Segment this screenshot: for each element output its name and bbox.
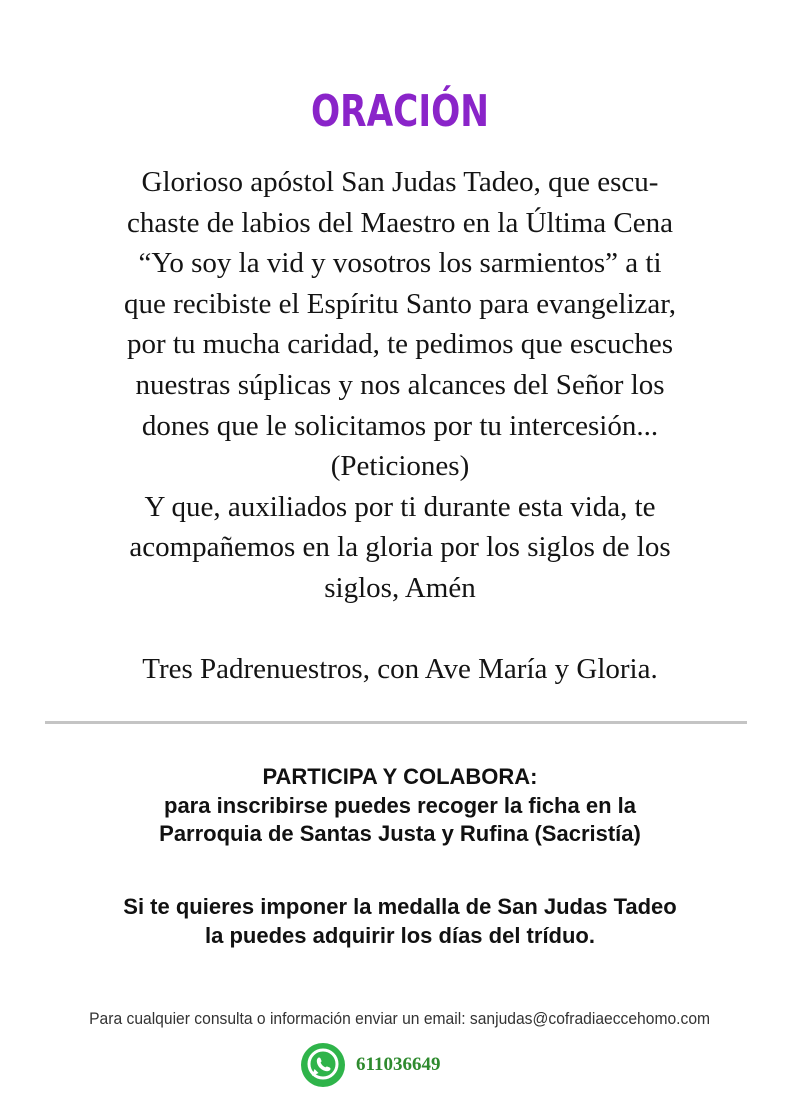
page-title: ORACIÓN	[310, 86, 490, 137]
prayer-line: que recibiste el Espíritu Santo para evangelizar,	[123, 287, 677, 320]
prayer-line: (Peticiones)	[330, 450, 470, 483]
participation-heading: PARTICIPA Y COLABORA:	[262, 764, 538, 789]
prayer-line: “Yo soy la vid y vosotros los sarmientos” a ti	[138, 247, 662, 280]
contact-email-text: Para cualquier consulta o información enviar un email: sanjudas@cofradiaeccehomo.com	[89, 1009, 711, 1028]
prayer-line: por tu mucha caridad, te pedimos que escuches	[127, 328, 673, 361]
prayer-line: chaste de labios del Maestro en la Última Cena	[127, 206, 673, 239]
whatsapp-icon[interactable]	[300, 1042, 346, 1088]
prayer-line: Glorioso apóstol San Judas Tadeo, que escu-	[141, 166, 659, 198]
medal-line: la puedes adquirir los días del tríduo.	[205, 922, 595, 948]
prayer-closing: Tres Padrenuestros, con Ave María y Gloria.	[142, 653, 658, 685]
prayer-line: acompañemos en la gloria por los siglos de los	[129, 531, 671, 564]
prayer-text	[40, 162, 760, 609]
participation-line: para inscribirse puedes recoger la ficha en la	[164, 792, 636, 818]
phone-number[interactable]: 611036649	[356, 1054, 441, 1075]
participation-line: Parroquia de Santas Justa y Rufina (Sacristía)	[159, 821, 641, 846]
section-divider	[45, 721, 747, 724]
medal-line: Si te quieres imponer la medalla de San Judas Tadeo	[123, 894, 677, 919]
prayer-line: nuestras súplicas y nos alcances del Señor los	[135, 368, 665, 401]
phone-contact	[300, 1040, 440, 1090]
prayer-line: dones que le solicitamos por tu intercesión...	[141, 409, 659, 442]
prayer-line: siglos, Amén	[324, 571, 476, 604]
prayer-line: Y que, auxiliados por ti durante esta vida, te	[144, 490, 656, 523]
participation-notice	[40, 763, 760, 849]
medal-notice	[40, 893, 760, 950]
